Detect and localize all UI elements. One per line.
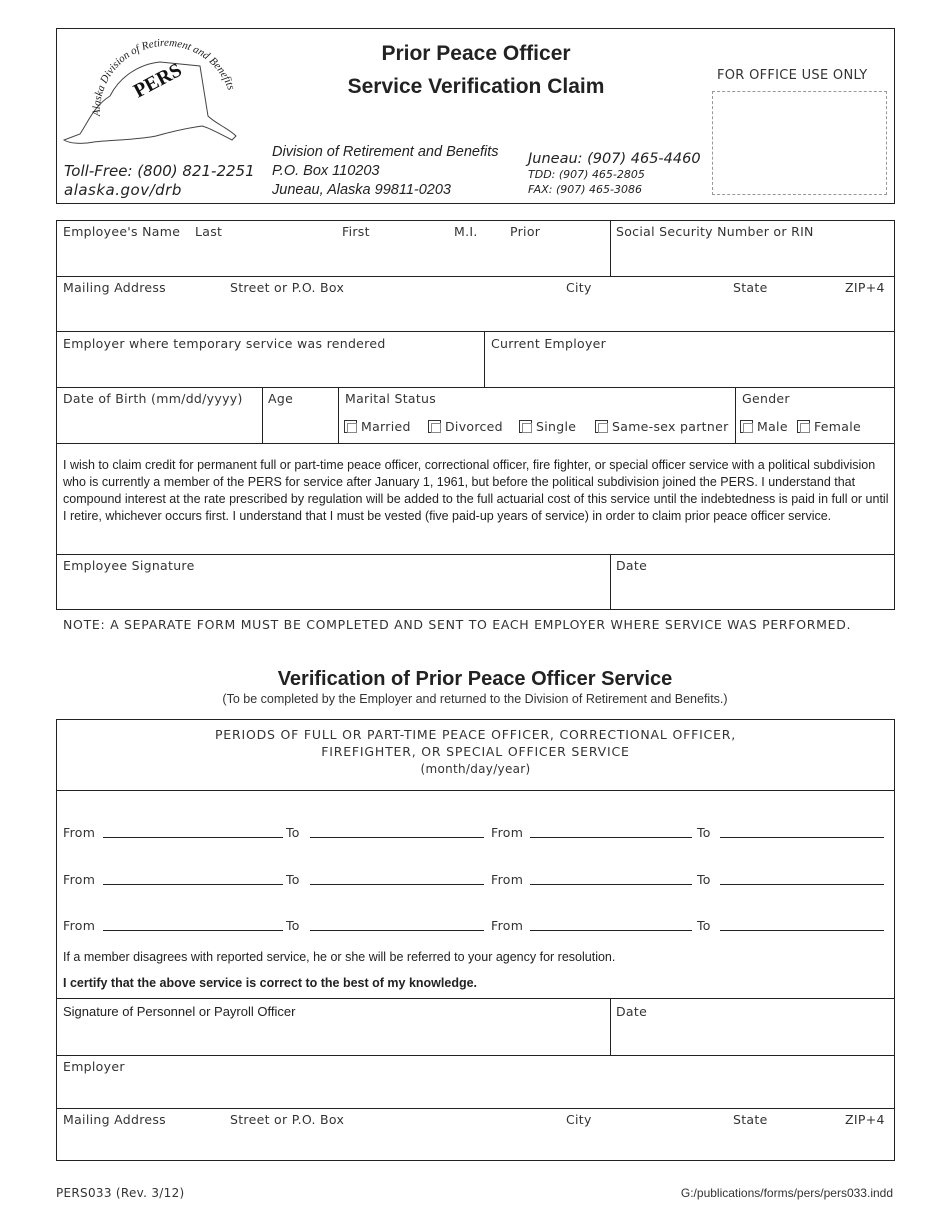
- employee-signature-field[interactable]: [58, 574, 608, 608]
- period-to-date-field[interactable]: [720, 930, 884, 931]
- gender-female-option[interactable]: Female: [797, 419, 861, 434]
- ssn-field[interactable]: [612, 240, 892, 274]
- samesex-checkbox[interactable]: [595, 420, 608, 433]
- dob-label: Date of Birth (mm/dd/yyyy): [63, 391, 243, 406]
- period-to-label: To: [286, 825, 300, 840]
- employee-name-field[interactable]: [58, 240, 608, 274]
- employee-signature-label: Employee Signature: [63, 558, 195, 573]
- v-state-label: State: [733, 1112, 768, 1127]
- officer-date-field[interactable]: [612, 1020, 892, 1053]
- form-title-line2: Service Verification Claim: [347, 75, 605, 98]
- period-to-date-field[interactable]: [310, 837, 484, 838]
- v-city-label: City: [566, 1112, 592, 1127]
- first-name-label: First: [342, 224, 370, 239]
- pers-seal-logo: [60, 36, 245, 156]
- marital-divorced-option[interactable]: Divorced: [428, 419, 503, 434]
- street-label: Street or P.O. Box: [230, 280, 345, 295]
- seal-pers-text: PERS: [130, 58, 186, 103]
- married-checkbox[interactable]: [344, 420, 357, 433]
- divorced-checkbox[interactable]: [428, 420, 441, 433]
- state-label: State: [733, 280, 768, 295]
- period-from-label: From: [63, 918, 96, 933]
- fax-number: FAX: (907) 465-3086: [528, 183, 642, 196]
- tollfree-number: Toll-Free: (800) 821-2251: [64, 162, 255, 180]
- officer-date-label: Date: [616, 1004, 648, 1019]
- periods-heading-line2: FIREFIGHTER, OR SPECIAL OFFICER SERVICE: [321, 744, 630, 759]
- verification-title: Verification of Prior Peace Officer Service: [277, 668, 673, 690]
- employee-name-label: Employee's Name: [63, 224, 181, 239]
- period-from-date-field[interactable]: [103, 837, 283, 838]
- officer-signature-label: Signature of Personnel or Payroll Officer: [63, 1004, 296, 1019]
- period-from-label: From: [491, 872, 524, 887]
- disagree-text: If a member disagrees with reported service, he or she will be referred to your agency for resolution.: [63, 950, 616, 964]
- temp-employer-field[interactable]: [58, 352, 482, 385]
- separate-form-note: NOTE: A SEPARATE FORM MUST BE COMPLETED AND SENT TO EACH EMPLOYER WHERE SERVICE WAS PERFORMED.: [63, 617, 852, 632]
- claim-statement: I wish to claim credit for permanent full or part-time peace officer, correctional officer, fire fighter, or special officer service with a political subdivision who is currently a member of the PERS for service after January 1, 1961, but before the political subdivision joined the PERS. I understand that compound interest at the rate prescribed by regulation will be added to the full actuarial cost of this service until the indebtedness is paid in full or until I retire, whichever occurs first. I understand that I must be vested (five paid-up years of service) in order to claim prior peace officer service.: [63, 458, 889, 523]
- division-city: Juneau, Alaska 99811-0203: [272, 182, 451, 198]
- period-from-date-field[interactable]: [103, 930, 283, 931]
- period-to-date-field[interactable]: [720, 837, 884, 838]
- period-from-label: From: [491, 825, 524, 840]
- verification-subtitle: (To be completed by the Employer and returned to the Division of Retirement and Benefits.): [222, 692, 728, 706]
- marital-single-option[interactable]: Single: [519, 419, 576, 434]
- prior-name-label: Prior: [510, 224, 541, 239]
- employee-date-label: Date: [616, 558, 648, 573]
- marital-status-label: Marital Status: [345, 391, 437, 406]
- zip-label: ZIP+4: [845, 280, 885, 295]
- temp-employer-label: Employer where temporary service was rendered: [63, 336, 386, 351]
- seal-arc-text: Alaska Division of Retirement and Benefits: [90, 36, 238, 117]
- current-employer-label: Current Employer: [491, 336, 607, 351]
- office-use-label: FOR OFFICE USE ONLY: [717, 68, 868, 83]
- v-zip-label: ZIP+4: [845, 1112, 885, 1127]
- period-to-label: To: [697, 918, 711, 933]
- division-name: Division of Retirement and Benefits: [272, 144, 499, 160]
- period-to-label: To: [286, 872, 300, 887]
- marital-samesex-option[interactable]: Same-sex partner: [595, 419, 729, 434]
- v-street-label: Street or P.O. Box: [230, 1112, 345, 1127]
- period-to-label: To: [697, 872, 711, 887]
- marital-married-option[interactable]: Married: [344, 419, 411, 434]
- tdd-phone: TDD: (907) 465-2805: [528, 168, 645, 181]
- period-from-label: From: [491, 918, 524, 933]
- dob-field[interactable]: [58, 408, 260, 441]
- male-checkbox[interactable]: [740, 420, 753, 433]
- period-from-date-field[interactable]: [530, 930, 692, 931]
- ssn-label: Social Security Number or RIN: [616, 224, 814, 239]
- female-checkbox[interactable]: [797, 420, 810, 433]
- certify-text: I certify that the above service is correct to the best of my knowledge.: [63, 976, 478, 990]
- current-employer-field[interactable]: [487, 352, 892, 385]
- age-label: Age: [268, 391, 294, 406]
- period-from-date-field[interactable]: [530, 837, 692, 838]
- verification-employer-label: Employer: [63, 1059, 125, 1074]
- mi-label: M.I.: [454, 224, 478, 239]
- verification-employer-field[interactable]: [58, 1075, 892, 1106]
- periods-heading-line1: PERIODS OF FULL OR PART-TIME PEACE OFFICER, CORRECTIONAL OFFICER,: [214, 727, 737, 742]
- gender-label: Gender: [742, 391, 790, 406]
- last-name-label: Last: [195, 224, 223, 239]
- juneau-phone: Juneau: (907) 465-4460: [528, 151, 701, 167]
- mailing-address-label: Mailing Address: [63, 280, 166, 295]
- period-to-label: To: [286, 918, 300, 933]
- officer-signature-field[interactable]: [58, 1020, 608, 1053]
- age-field[interactable]: [264, 408, 336, 441]
- period-to-label: To: [697, 825, 711, 840]
- periods-heading-line3: (month/day/year): [420, 762, 531, 776]
- gender-male-option[interactable]: Male: [740, 419, 788, 434]
- v-mailing-address-field[interactable]: [58, 1128, 892, 1159]
- single-checkbox[interactable]: [519, 420, 532, 433]
- office-use-box: [712, 91, 887, 195]
- mailing-address-field[interactable]: [58, 296, 892, 329]
- period-from-label: From: [63, 872, 96, 887]
- file-path: G:/publications/forms/pers/pers033.indd: [680, 1186, 893, 1200]
- form-title-line1: Prior Peace Officer: [381, 42, 571, 65]
- period-from-label: From: [63, 825, 96, 840]
- period-from-date-field[interactable]: [530, 884, 692, 885]
- employee-date-field[interactable]: [612, 574, 892, 608]
- form-id: PERS033 (Rev. 3/12): [56, 1186, 185, 1200]
- v-mailing-address-label: Mailing Address: [63, 1112, 166, 1127]
- website-link[interactable]: alaska.gov/drb: [64, 181, 182, 199]
- period-to-date-field[interactable]: [310, 884, 484, 885]
- period-to-date-field[interactable]: [720, 884, 884, 885]
- division-pobox: P.O. Box 110203: [272, 163, 380, 179]
- period-to-date-field[interactable]: [310, 930, 484, 931]
- city-label: City: [566, 280, 592, 295]
- period-from-date-field[interactable]: [103, 884, 283, 885]
